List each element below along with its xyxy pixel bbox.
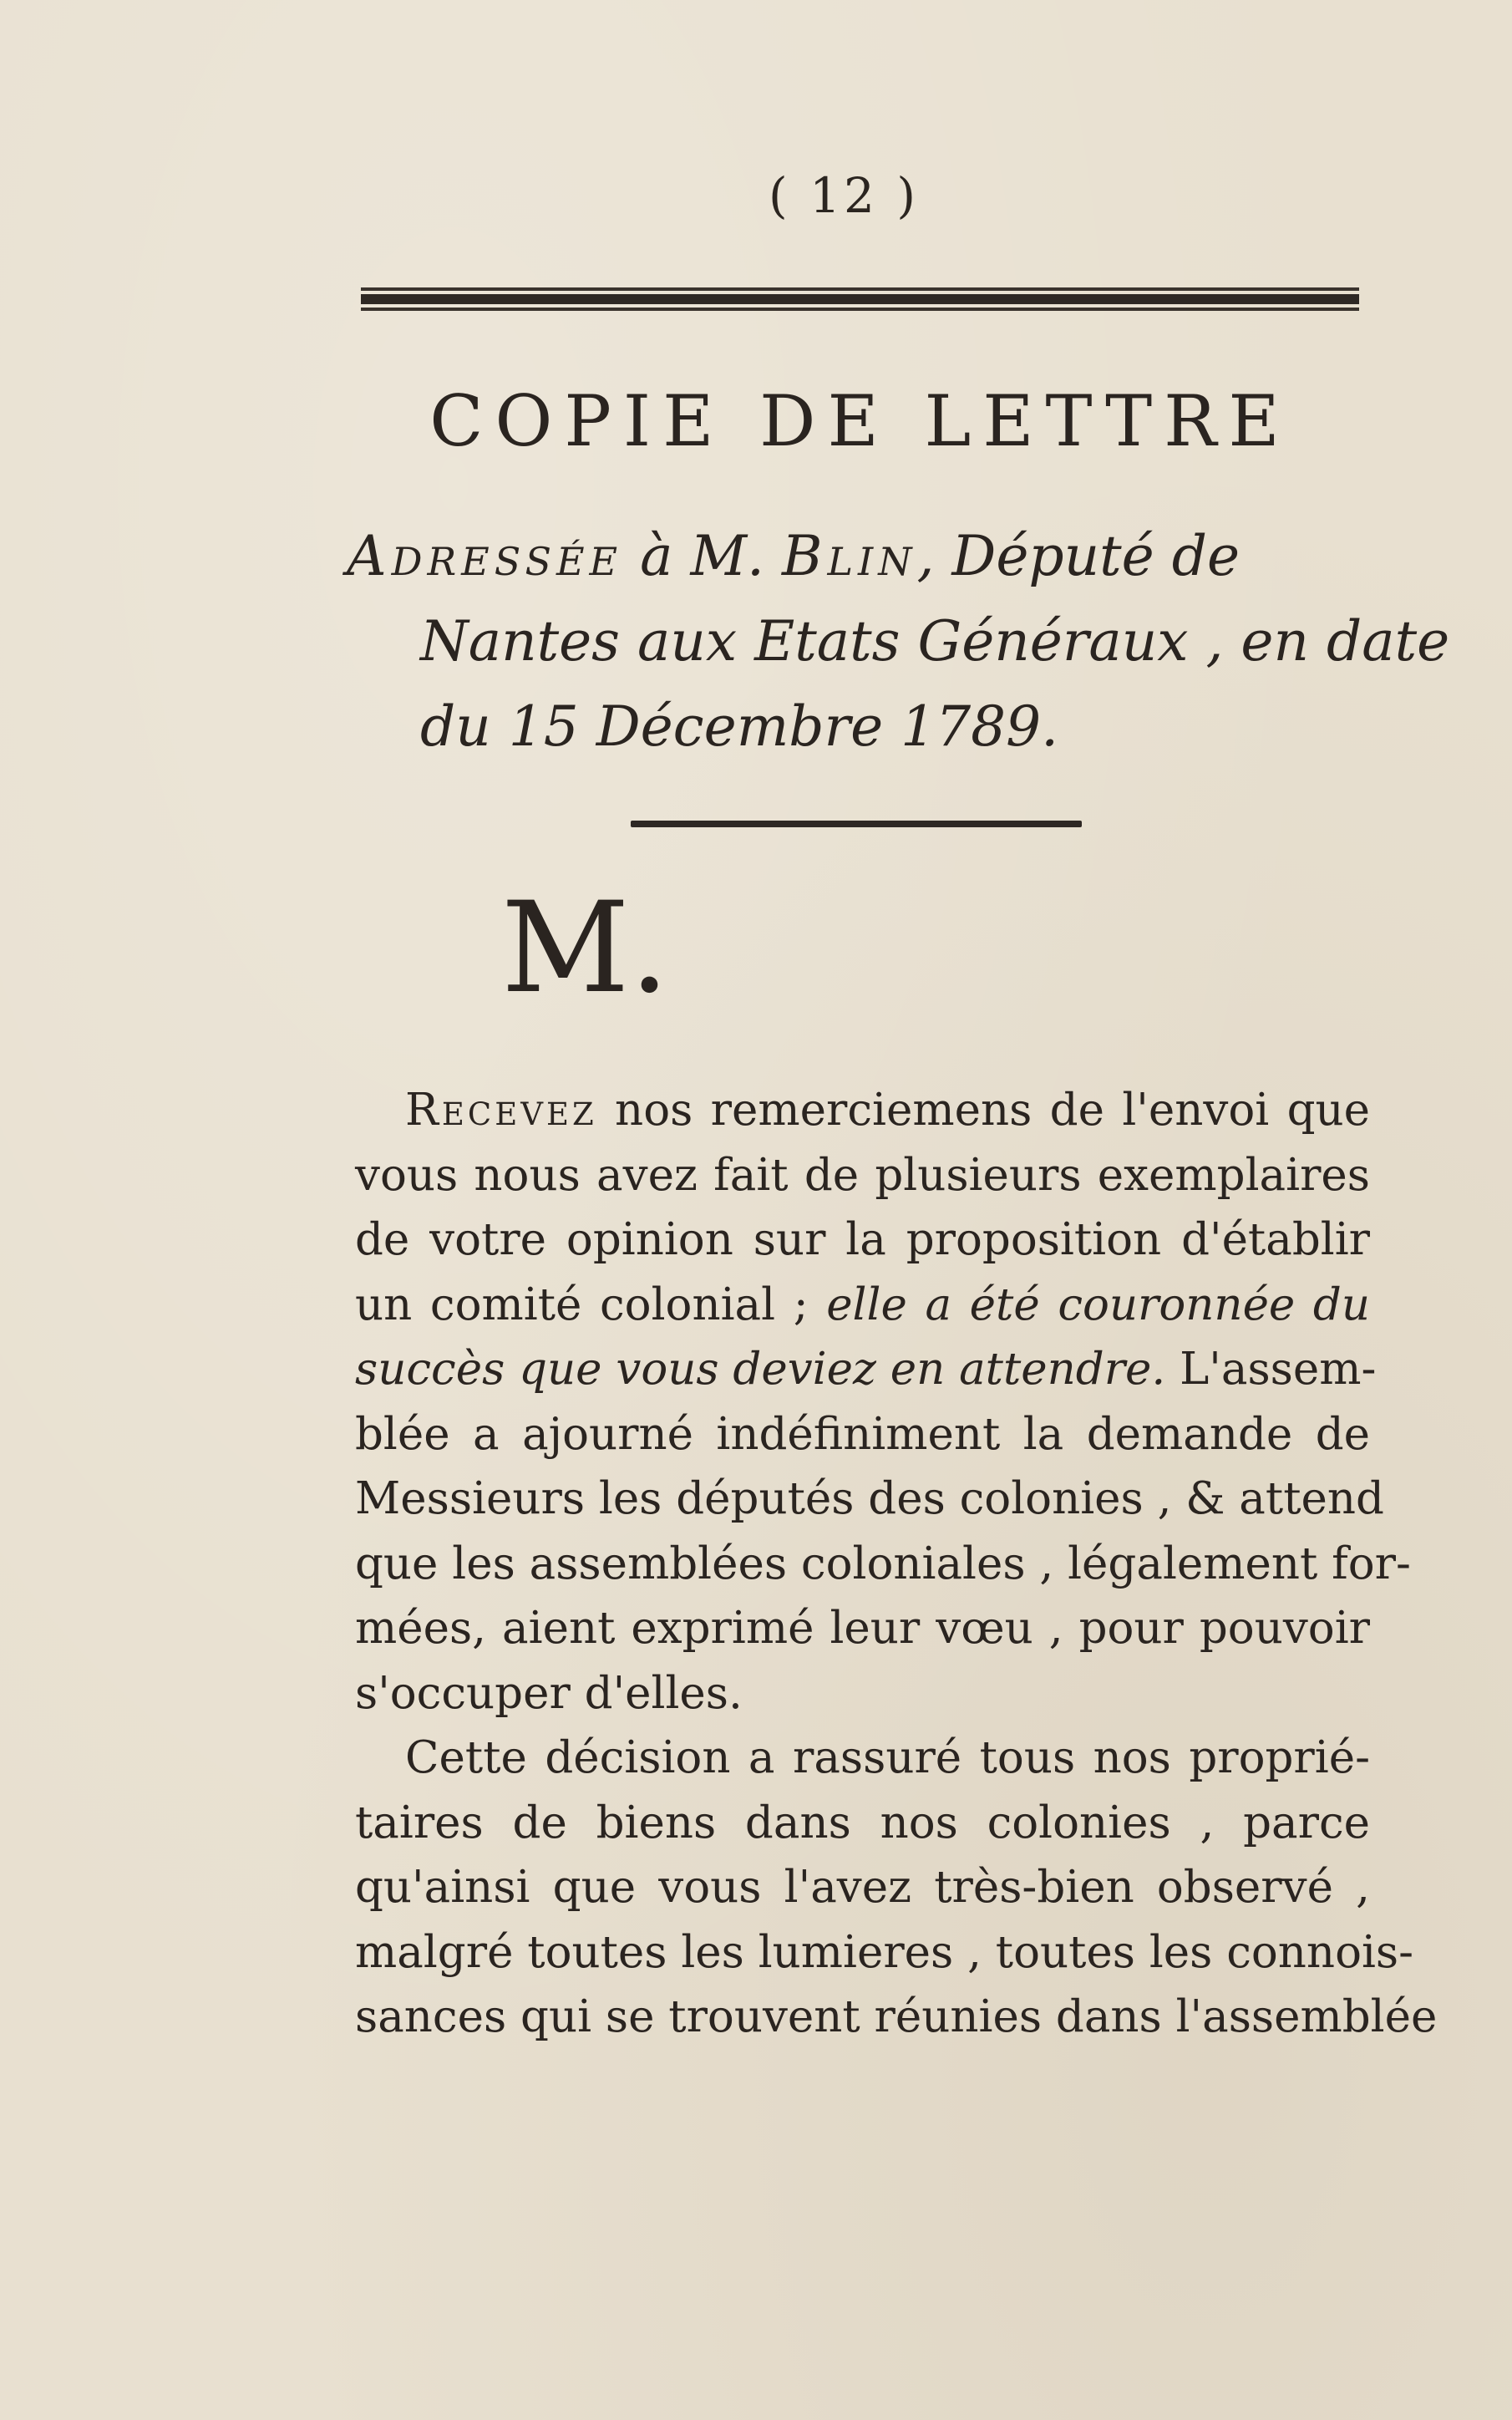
p2-line-2: taires de biens dans nos colonies , parce	[355, 1797, 1370, 1848]
p1-line-5	[355, 1337, 1377, 1402]
p2-line-3: qu'ainsi que vous l'avez très-bien observé ,	[355, 1862, 1370, 1913]
p1-line-5-italic: succès que vous deviez en attendre.	[355, 1344, 1166, 1395]
p1-line-8: que les assemblées coloniales , légalement for-	[355, 1538, 1411, 1589]
p2-line-5: sances qui se trouvent réunies dans l'assemblée	[355, 1991, 1438, 2042]
p1-line-9: mées, aient exprimé leur vœu , pour pouvoir	[355, 1603, 1370, 1654]
p1-line-4	[355, 1273, 1370, 1338]
p1-line-4-plain: un comité colonial ;	[355, 1279, 827, 1330]
paragraph-2	[355, 1726, 1438, 2050]
letter-address	[347, 514, 1450, 770]
letter-title: COPIE DE LETTRE	[429, 380, 1291, 462]
p1-line-7: Messieurs les députés des colonies , & attend	[355, 1473, 1384, 1524]
header-rule-bottom	[361, 308, 1359, 311]
p1-line-5-plain: L'assem-	[1165, 1344, 1377, 1395]
address-word-adressee: Adressée	[347, 524, 623, 588]
salutation: M.	[501, 876, 670, 1021]
section-rule	[631, 821, 1082, 827]
header-rule-top	[361, 287, 1359, 291]
p1-line-3: de votre opinion sur la proposition d'établir	[355, 1214, 1370, 1265]
p2-line-4: malgré toutes les lumieres , toutes les connois-	[355, 1926, 1414, 1978]
p1-line-4-italic: elle a été couronnée du	[826, 1279, 1370, 1330]
p1-line-2: vous nous avez fait de plusieurs exemplaires	[355, 1149, 1370, 1201]
header-rule-bar	[361, 294, 1359, 304]
p1-line-6: blée a ajourné indéfiniment la demande de	[355, 1408, 1370, 1460]
p1-line-1	[355, 1078, 1370, 1143]
address-line-3: du 15 Décembre 1789.	[420, 694, 1059, 759]
address-name-blin: Blin	[782, 524, 917, 588]
paragraph-1	[355, 1078, 1411, 1726]
page-number: ( 12 )	[769, 167, 919, 224]
header-rule	[361, 287, 1359, 311]
letter-body	[355, 1078, 1438, 2050]
address-a-m: à M.	[622, 524, 782, 588]
p1-line-1-rest: nos remerciemens de l'envoi que	[596, 1085, 1370, 1136]
p1-line-10: s'occuper d'elles.	[355, 1667, 743, 1719]
p2-line-1: Cette décision a rassuré tous nos proprié-	[405, 1732, 1370, 1783]
p1-recevez: Recevez	[405, 1085, 597, 1136]
address-depute: , Député de	[916, 524, 1241, 588]
address-line-2: Nantes aux Etats Généraux , en date	[420, 609, 1450, 674]
address-line-1	[347, 514, 1370, 599]
